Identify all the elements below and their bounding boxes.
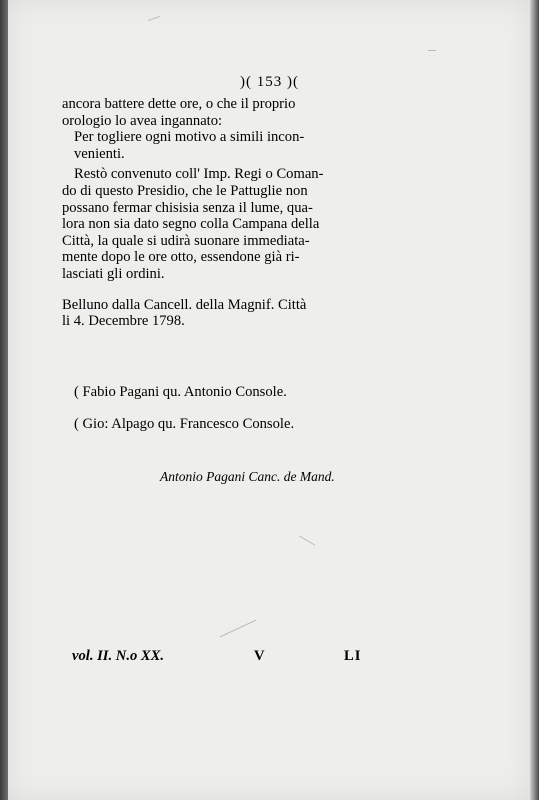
chancellor-signature: Antonio Pagani Canc. de Mand. [160, 469, 335, 484]
text-line: Per togliere ogni motivo a simili incon- [74, 129, 305, 146]
text-line: venienti. [74, 145, 125, 162]
dateline [62, 297, 390, 330]
page-header: )( 153 )( [240, 74, 299, 90]
paragraph-1 [62, 96, 390, 129]
paper-speck [299, 536, 315, 546]
text-line: mente dopo le ore otto, essendone già ri- [62, 249, 300, 266]
text-line: do di questo Presidio, che le Pattuglie non [62, 182, 308, 199]
text-line: li 4. Decembre 1798. [62, 313, 185, 330]
text-line: possano fermar chisisia senza il lume, qua- [62, 199, 313, 216]
paper-speck [148, 16, 160, 21]
paragraph-2 [62, 129, 390, 162]
paper-speck [428, 50, 436, 51]
page-left-edge [0, 0, 8, 800]
text-line: lasciati gli ordini. [62, 265, 165, 282]
page-right-edge [530, 0, 539, 800]
paragraph-3 [62, 166, 390, 282]
text-line: ancora battere dette ore, o che il proprio [62, 96, 296, 112]
text-line: lora non sia dato segno colla Campana della [62, 216, 320, 233]
footer-page-numeral: LI [344, 648, 362, 664]
footer-signature-mark: V [254, 648, 265, 664]
signature-fabio-pagani: ( Fabio Pagani qu. Antonio Console. [74, 384, 287, 400]
footer-volume: vol. II. N.o XX. [72, 648, 165, 664]
paper-speck [220, 620, 257, 638]
body-text [62, 96, 390, 330]
text-line: Restò convenuto coll' Imp. Regi o Coman- [74, 166, 324, 183]
signature-gio-alpago: ( Gio: Alpago qu. Francesco Console. [74, 416, 295, 432]
text-line: Belluno dalla Cancell. della Magnif. Città [62, 296, 307, 313]
text-line: orologio lo avea ingannato: [62, 112, 223, 129]
text-line: Città, la quale si udirà suonare immediata- [62, 232, 310, 249]
